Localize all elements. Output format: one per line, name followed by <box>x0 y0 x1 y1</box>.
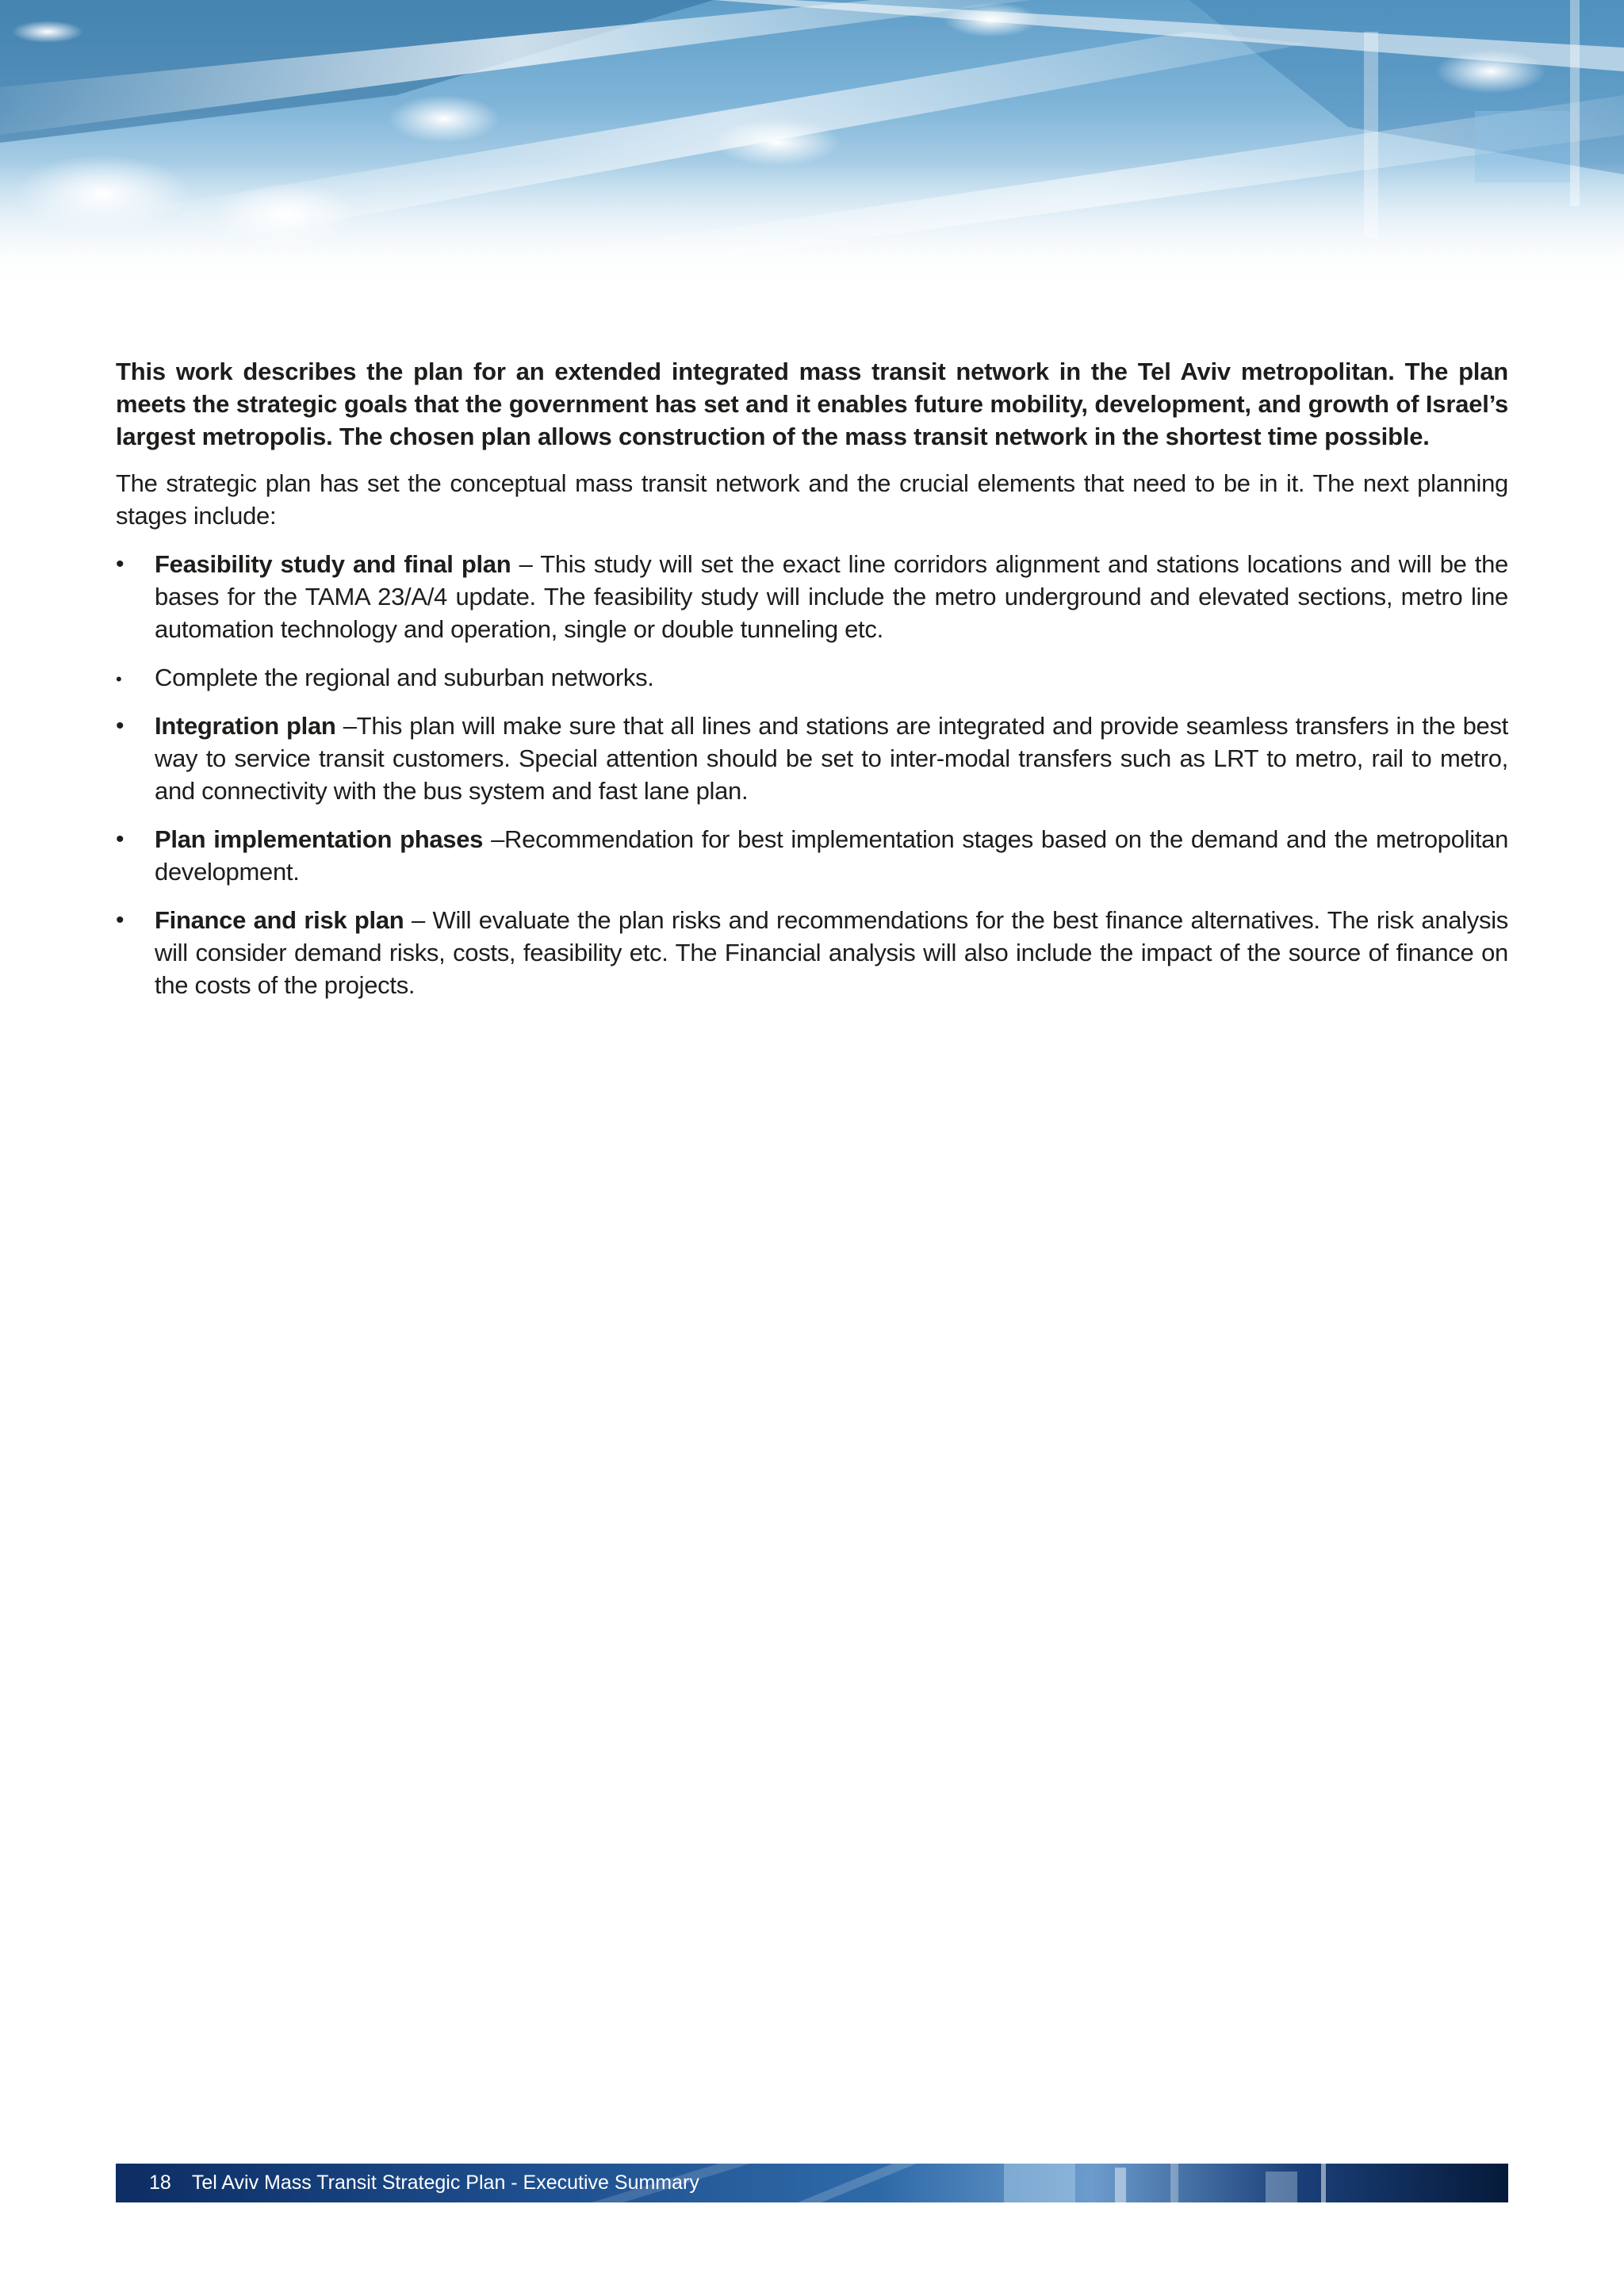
bullet-body: –This plan will make sure that all lines and stations are integrated and provide seamless transfers in the best way to service transit customers. Special attention should be set to inter-modal transfers such as LRT to metro, rail to metro, and connectivity with the bus system and fast lane plan. <box>155 712 1508 805</box>
page-number: 18 <box>149 2172 171 2194</box>
bullet-body: –Recommendation for best implementation stages based on the demand and the metropolitan development. <box>155 825 1509 886</box>
header-banner-image <box>0 0 1624 293</box>
list-item <box>116 661 1508 694</box>
bullet-body: – This study will set the exact line corridors alignment and stations locations and will be the bases for the TAMA 23/A/4 update. The feasibility study will include the metro underground and elevated sections, metro line automation technology and operation, single or double tunneling etc. <box>155 550 1508 643</box>
bullet-body: – Will evaluate the plan risks and recommendations for the best finance alternatives. The risk analysis will consider demand risks, costs, feasibility etc. The Financial analysis will also include the impact of the source of finance on the costs of the projects. <box>155 906 1508 999</box>
lead-paragraph: The strategic plan has set the conceptual mass transit network and the crucial elements that need to be in it. The next planning stages include: <box>116 469 1508 530</box>
header-fade-overlay <box>0 0 1624 293</box>
planning-stages-list <box>116 548 1508 1001</box>
bullet-icon: • <box>116 907 124 933</box>
bullet-icon: • <box>116 713 124 739</box>
bullet-icon: • <box>116 826 124 852</box>
bullet-title: Plan implementation phases <box>155 825 484 853</box>
intro-paragraph: This work describes the plan for an extended integrated mass transit network in the Tel Aviv metropolitan. The plan meets the strategic goals that the government has set and it enables future mobility, development, and growth of Israel’s largest metropolis. The chosen plan allows construction of the mass transit network in the shortest time possible. <box>116 358 1508 450</box>
footer-bar <box>116 2164 1508 2202</box>
list-item <box>116 548 1508 645</box>
main-content <box>116 355 1508 1017</box>
bullet-icon: • <box>116 669 122 689</box>
list-item <box>116 904 1508 1001</box>
bullet-title: Finance and risk plan <box>155 906 404 934</box>
bullet-body: Complete the regional and suburban networks. <box>155 664 654 691</box>
list-item <box>116 823 1508 888</box>
bullet-icon: • <box>116 551 124 577</box>
list-item <box>116 710 1508 807</box>
bullet-title: Integration plan <box>155 712 336 740</box>
bullet-title: Feasibility study and final plan <box>155 550 511 578</box>
footer-title: Tel Aviv Mass Transit Strategic Plan - Executive Summary <box>191 2172 699 2194</box>
footer-text <box>149 2170 699 2195</box>
